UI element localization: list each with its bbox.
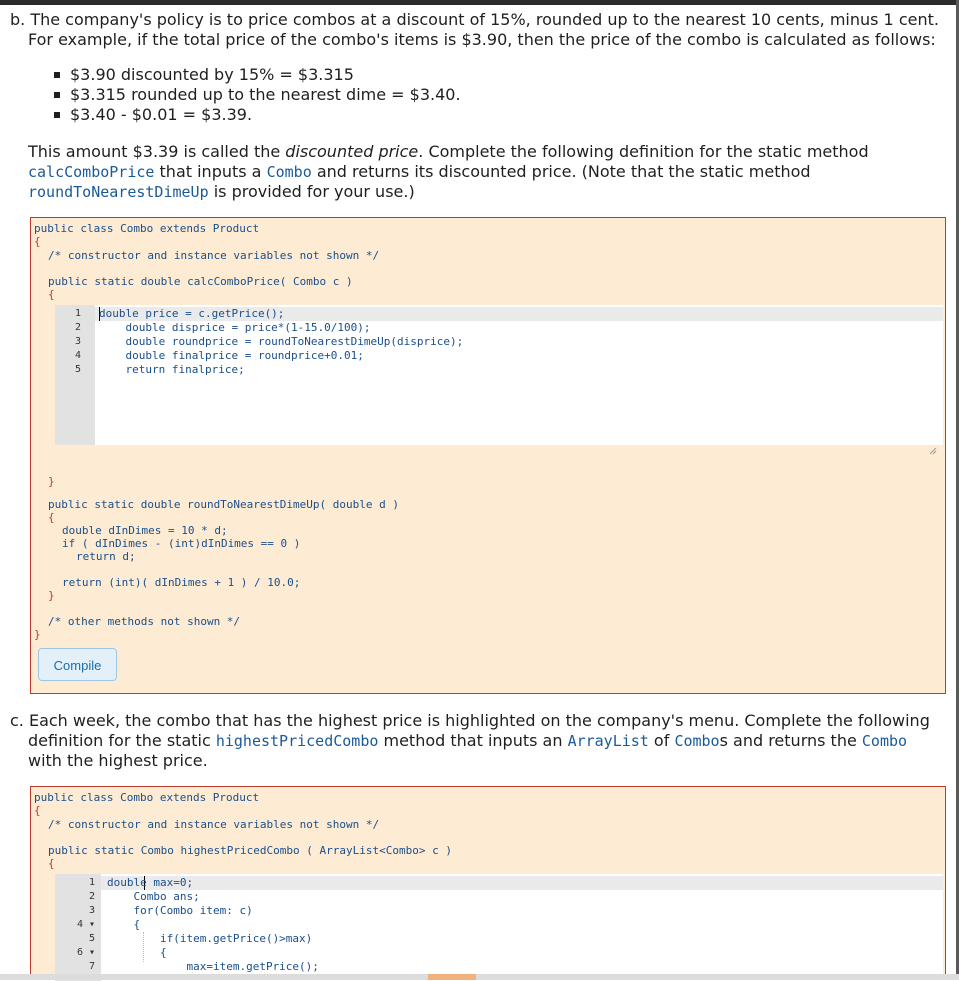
round-line: double dInDimes = 10 * d; xyxy=(62,524,228,537)
text: method that inputs an xyxy=(378,731,568,750)
code-panel-c xyxy=(30,786,946,980)
code-roundToNearestDimeUp: roundToNearestDimeUp xyxy=(28,183,209,201)
text: is provided for your use.) xyxy=(208,182,415,201)
line-number: 2 xyxy=(74,322,81,333)
class-header: public class Combo extends Product xyxy=(34,791,260,804)
line-number-gutter xyxy=(55,305,95,445)
part-c-line1: c. Each week, the combo that has the highest price is highlighted on the company's menu. Complete the following xyxy=(10,711,930,730)
line-number: 5 xyxy=(74,364,81,375)
line-number: 2 xyxy=(88,891,95,902)
code-Combo: Combo xyxy=(861,732,908,750)
method-signature: public static double calcComboPrice( Combo c ) xyxy=(48,275,353,288)
code-line[interactable]: { xyxy=(107,918,141,931)
line-number: 5 xyxy=(88,933,95,944)
round-open-brace: { xyxy=(48,511,55,524)
line-number: 1 xyxy=(74,308,81,319)
emphasis: discounted price xyxy=(285,142,419,161)
code-line[interactable]: max=item.getPrice(); xyxy=(107,960,319,973)
text: s and returns the xyxy=(719,731,862,750)
comment-constructor: /* constructor and instance variables not shown */ xyxy=(48,249,380,262)
top-border xyxy=(0,0,959,5)
text: that inputs a xyxy=(154,162,267,181)
part-b-para3 xyxy=(28,162,811,182)
code-calcComboPrice: calcComboPrice xyxy=(28,163,155,181)
part-c-line3: with the highest price. xyxy=(28,751,208,770)
code-line[interactable]: double max=0; xyxy=(107,876,194,889)
part-b-line1: b. The company's policy is to price combos at a discount of 15%, rounded up to the nearest 10 cents, minus 1 cent. xyxy=(10,10,939,29)
code-line[interactable]: if(item.getPrice()>max) xyxy=(107,932,313,945)
text: definition for the static xyxy=(28,731,216,750)
code-line[interactable]: for(Combo item: c) xyxy=(107,904,253,917)
code-line[interactable]: double price = c.getPrice(); xyxy=(99,307,285,320)
code-editor-c[interactable] xyxy=(55,874,943,981)
part-b-line2: For example, if the total price of the combo's items is $3.90, then the price of the combo is calculated as follows: xyxy=(28,30,936,49)
compile-button[interactable]: Compile xyxy=(38,648,117,681)
comment-other-methods: /* other methods not shown */ xyxy=(48,615,241,628)
line-number[interactable]: 6 ▾ xyxy=(76,947,95,958)
code-line[interactable]: return finalprice; xyxy=(99,363,245,376)
code-line[interactable]: double finalprice = roundprice+0.01; xyxy=(99,349,364,362)
text: This amount $3.39 is called the xyxy=(28,142,286,161)
line-number: 7 xyxy=(88,961,95,972)
scrollbar-thumb[interactable] xyxy=(428,974,476,980)
class-header: public class Combo extends Product xyxy=(34,222,260,235)
method-open-brace: { xyxy=(48,857,55,870)
round-method-signature: public static double roundToNearestDimeUp( double d ) xyxy=(48,498,399,511)
bullet-item: $3.40 - $0.01 = $3.39. xyxy=(50,105,461,125)
method-close-brace: } xyxy=(48,475,55,488)
part-c-line2 xyxy=(28,731,907,751)
indent-guide xyxy=(143,932,145,962)
resize-handle-icon[interactable] xyxy=(929,447,937,455)
text: . Complete the following definition for the static method xyxy=(418,142,869,161)
line-number: 1 xyxy=(88,877,95,888)
code-Combo: Combo xyxy=(266,163,312,181)
round-close-brace: } xyxy=(48,589,55,602)
bullet-item: $3.90 discounted by 15% = $3.315 xyxy=(50,65,461,85)
code-panel-b xyxy=(30,217,946,694)
round-line: if ( dInDimes - (int)dInDimes == 0 ) xyxy=(62,537,301,550)
line-number-gutter xyxy=(55,874,101,981)
code-highestPricedCombo: highestPricedCombo xyxy=(215,732,379,750)
code-editor-b[interactable] xyxy=(55,305,943,445)
bullet-item: $3.315 rounded up to the nearest dime = $3.40. xyxy=(50,85,461,105)
round-line: return (int)( dInDimes + 1 ) / 10.0; xyxy=(62,576,301,589)
class-open-brace: { xyxy=(34,804,41,817)
class-open-brace: { xyxy=(34,235,41,248)
part-b-para4 xyxy=(28,182,415,202)
code-Combo: Combo xyxy=(674,732,720,750)
code-line[interactable]: double roundprice = roundToNearestDimeUp(disprice); xyxy=(99,335,464,348)
line-number: 4 xyxy=(74,350,81,361)
code-line[interactable]: Combo ans; xyxy=(107,890,200,903)
code-ArrayList: ArrayList xyxy=(567,732,649,750)
example-bullet-list xyxy=(50,65,461,125)
method-open-brace: { xyxy=(48,288,55,301)
line-number: 3 xyxy=(74,336,81,347)
line-number[interactable]: 4 ▾ xyxy=(76,919,95,930)
class-close-brace: } xyxy=(34,628,41,641)
round-line: return d; xyxy=(76,550,136,563)
code-line[interactable]: double disprice = price*(1-15.0/100); xyxy=(99,321,371,334)
code-line[interactable]: { xyxy=(107,946,167,959)
part-b-para2 xyxy=(28,142,869,162)
method-signature: public static Combo highestPricedCombo ( ArrayList<Combo> c ) xyxy=(48,844,452,857)
comment-constructor: /* constructor and instance variables not shown */ xyxy=(48,818,380,831)
text: of xyxy=(648,731,675,750)
horizontal-scrollbar[interactable] xyxy=(0,974,959,980)
current-line-highlight xyxy=(101,876,943,890)
text: and returns its discounted price. (Note that the static method xyxy=(311,162,811,181)
line-number: 3 xyxy=(88,905,95,916)
